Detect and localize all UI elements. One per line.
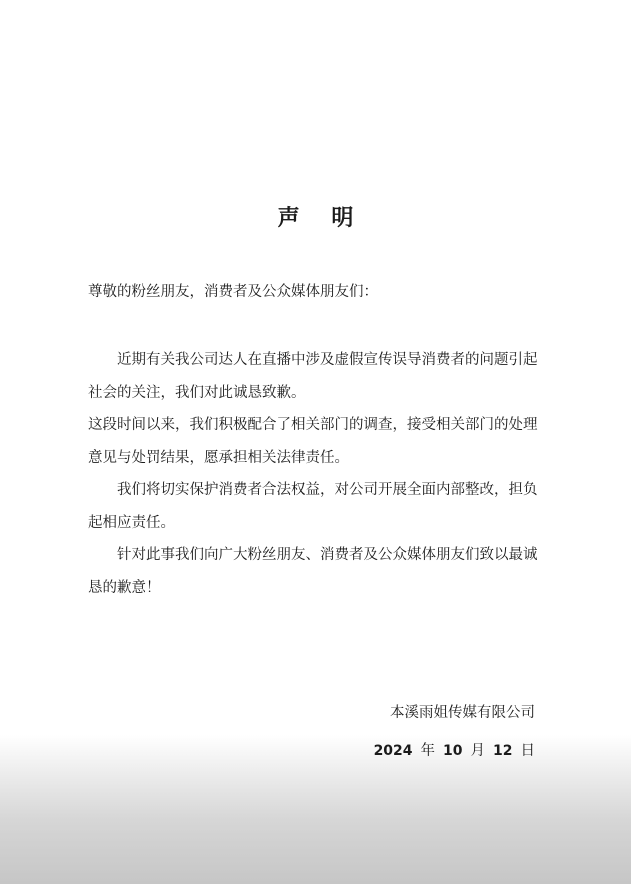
paragraph-cooperation: 这段时间以来，我们积极配合了相关部门的调查，接受相关部门的处理意见与处罚结果，愿承担相关法律责任。	[88, 417, 538, 466]
paragraph-rectification: 我们将切实保护消费者合法权益，对公司开展全面内部整改，担负起相应责任。	[88, 482, 538, 531]
date-day-unit: 日	[520, 743, 535, 759]
date-month: 10	[443, 743, 463, 759]
issue-date	[374, 732, 535, 770]
paragraph-regret: 针对此事我们向广大粉丝朋友、消费者及公众媒体朋友们致以最诚恳的歉意！	[88, 547, 538, 596]
date-year-unit: 年	[420, 743, 436, 759]
signature-block	[374, 694, 535, 770]
date-month-unit: 月	[470, 743, 486, 759]
date-year: 2024	[373, 743, 413, 759]
document-body	[88, 344, 548, 604]
document-title: 声 明	[277, 205, 366, 231]
salutation: 尊敬的粉丝朋友，消费者及公众媒体朋友们：	[88, 284, 378, 300]
company-name: 本溪雨姐传媒有限公司	[390, 705, 535, 721]
date-day: 12	[493, 743, 513, 759]
paragraph-apology: 近期有关我公司达人在直播中涉及虚假宣传误导消费者的问题引起社会的关注，我们对此诚恳致歉。	[88, 352, 538, 401]
